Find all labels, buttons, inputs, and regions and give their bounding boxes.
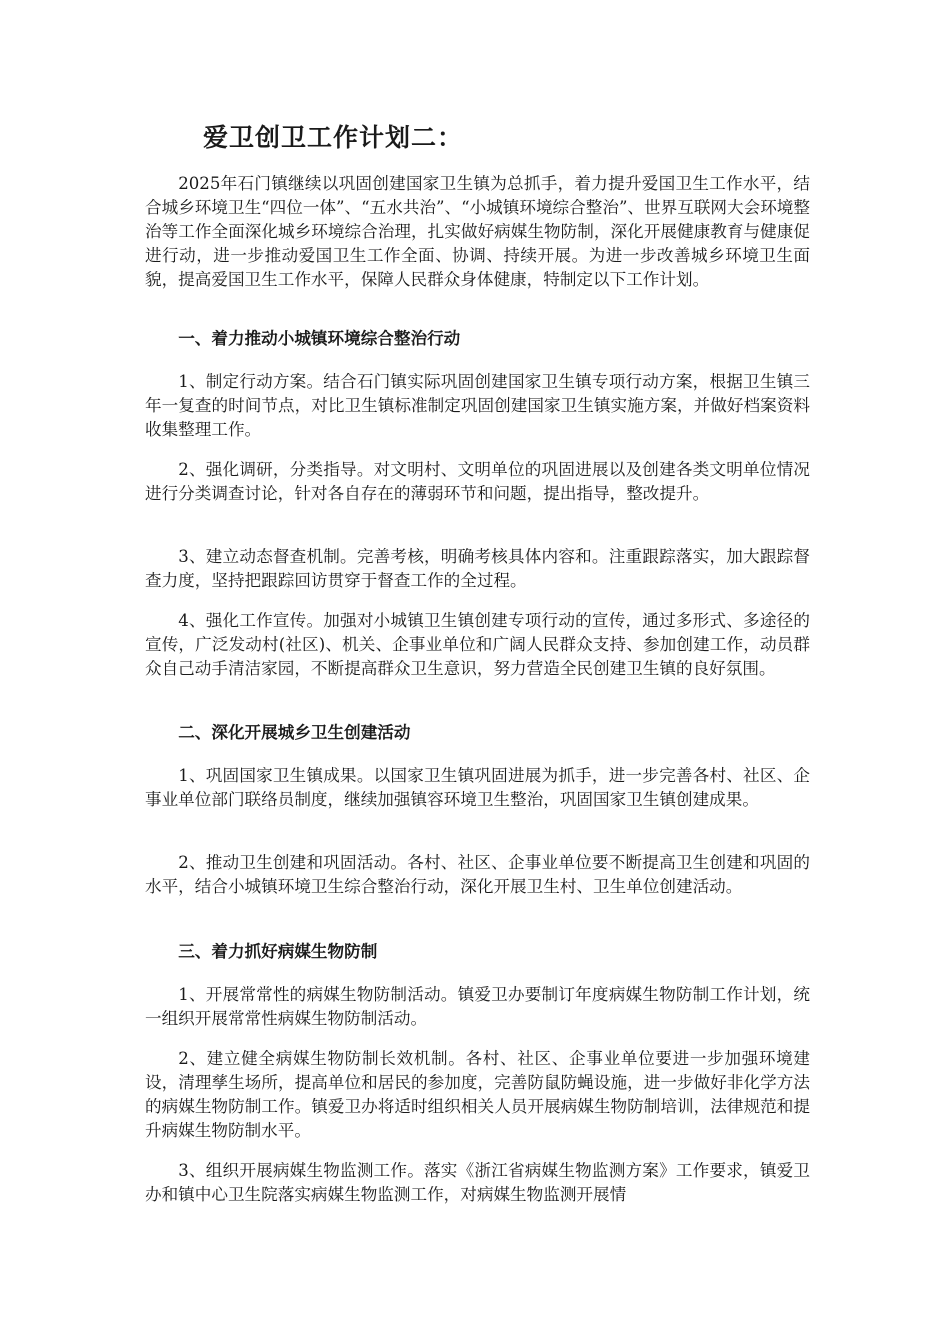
section-1-paragraph-4: 4、强化工作宣传。加强对小城镇卫生镇创建专项行动的宣传，通过多形式、多途径的宣传，广泛发动村(社区)、机关、企事业单位和广阔人民群众支持、参加创建工作，动员群众自己动手清洁家园，不断提高群众卫生意识，努力营造全民创建卫生镇的良好氛围。	[145, 611, 810, 678]
section-3-paragraph-1: 1、开展常常性的病媒生物防制活动。镇爱卫办要制订年度病媒生物防制工作计划，统一组织开展常常性病媒生物防制活动。	[145, 985, 810, 1028]
section-2-heading: 二、深化开展城乡卫生创建活动	[178, 723, 411, 742]
section-1-paragraph-2: 2、强化调研，分类指导。对文明村、文明单位的巩固进展以及创建各类文明单位情况进行分类调查讨论，针对各自存在的薄弱环节和问题，提出指导，整改提升。	[145, 460, 810, 503]
section-1-paragraph-1: 1、制定行动方案。结合石门镇实际巩固创建国家卫生镇专项行动方案，根据卫生镇三年一复查的时间节点，对比卫生镇标准制定巩固创建国家卫生镇实施方案，并做好档案资料收集整理工作。	[145, 372, 810, 439]
section-1-paragraph-3: 3、建立动态督查机制。完善考核，明确考核具体内容和。注重跟踪落实，加大跟踪督查力度，坚持把跟踪回访贯穿于督查工作的全过程。	[145, 547, 810, 590]
section-1-heading: 一、着力推动小城镇环境综合整治行动	[178, 329, 461, 348]
intro-paragraph: 2025年石门镇继续以巩固创建国家卫生镇为总抓手，着力提升爱国卫生工作水平，结合城乡环境卫生“四位一体”、“五水共治”、“小城镇环境综合整治”、世界互联网大会环境整治等工作全面深化城乡环境综合治理，扎实做好病媒生物防制，深化开展健康教育与健康促进行动，进一步推动爱国卫生工作全面、协调、持续开展。为进一步改善城乡环境卫生面貌，提高爱国卫生工作水平，保障人民群众身体健康，特制定以下工作计划。	[145, 174, 810, 289]
section-3-heading: 三、着力抓好病媒生物防制	[178, 942, 378, 961]
document-title: 爱卫创卫工作计划二：	[203, 123, 464, 152]
section-2-paragraph-2: 2、推动卫生创建和巩固活动。各村、社区、企事业单位要不断提高卫生创建和巩固的水平，结合小城镇环境卫生综合整治行动，深化开展卫生村、卫生单位创建活动。	[145, 853, 810, 896]
section-2-paragraph-1: 1、巩固国家卫生镇成果。以国家卫生镇巩固进展为抓手，进一步完善各村、社区、企事业单位部门联络员制度，继续加强镇容环境卫生整治，巩固国家卫生镇创建成果。	[145, 766, 810, 809]
section-3-paragraph-3: 3、组织开展病媒生物监测工作。落实《浙江省病媒生物监测方案》工作要求，镇爱卫办和镇中心卫生院落实病媒生物监测工作，对病媒生物监测开展情	[145, 1161, 810, 1204]
section-3-paragraph-2: 2、建立健全病媒生物防制长效机制。各村、社区、企事业单位要进一步加强环境建设，清理孳生场所，提高单位和居民的参加度，完善防鼠防蝇设施，进一步做好非化学方法的病媒生物防制工作。镇爱卫办将适时组织相关人员开展病媒生物防制培训，法律规范和提升病媒生物防制水平。	[145, 1049, 810, 1140]
